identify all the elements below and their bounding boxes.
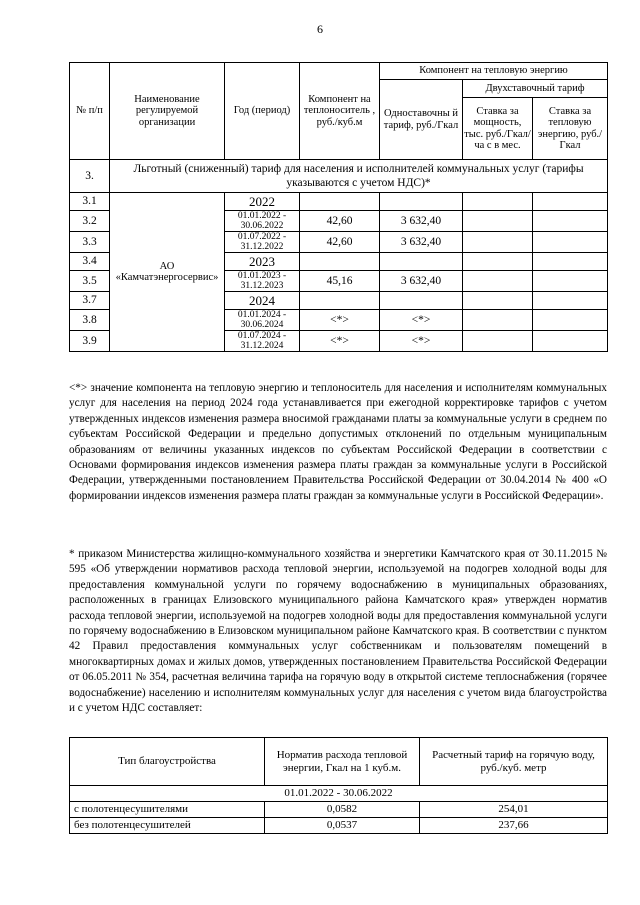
row-carrier: <*> <box>300 331 380 352</box>
header-one-rate: Одноставочны й тариф, руб./Гкал <box>380 80 463 160</box>
row-energy <box>533 211 608 232</box>
header-thermal-group: Компонент на тепловую энергию <box>380 63 608 80</box>
row-capacity <box>463 331 533 352</box>
row-period: 2023 <box>225 253 300 271</box>
header-two-rate-group: Двухставочный тариф <box>463 80 608 98</box>
row-capacity <box>463 193 533 211</box>
row-one-rate: <*> <box>380 331 463 352</box>
table-row <box>70 193 608 211</box>
note-star: <*> значение компонента на тепловую энергию и теплоноситель для населения и исполнителям коммунальных услуг для населения на период 2024 года устанавливается при ежегодной корректировке тарифов с учетом утвержденных индексов изменения размера вносимой гражданами платы за коммунальные услуги в среднем по субъектам Российской Федерации и предельно допустимых отклонений по отдельным муниципальным образованиям от величины указанных индексов по субъектам Российской Федерации в соответствии с Основами формирования индексов изменения размера платы граждан за коммунальные услуги в Российской Федерации, утвержденными постановлением Правительства Российской Федерации от 30.04.2014 № 400 «О формировании индексов изменения размера платы граждан за коммунальные услуги в Российской Федерации». <box>69 382 607 502</box>
row-num: 3.5 <box>70 271 110 292</box>
norm-table <box>69 737 608 834</box>
header-num: № п/п <box>70 63 110 160</box>
section-title: Льготный (сниженный) тариф для населения и исполнителей коммунальных услуг (тарифы указываются с учетом НДС)* <box>110 160 608 193</box>
row-period: 2022 <box>225 193 300 211</box>
section-num: 3. <box>70 160 110 193</box>
header-year: Год (период) <box>225 63 300 160</box>
row-carrier: 42,60 <box>300 232 380 253</box>
row-energy <box>533 271 608 292</box>
row-period: 01.01.2022 - 30.06.2022 <box>225 211 300 232</box>
row-capacity <box>463 310 533 331</box>
norm-row-tariff: 254,01 <box>420 802 608 818</box>
norm-row-type: без полотенцесушителей <box>70 818 265 834</box>
row-num: 3.8 <box>70 310 110 331</box>
row-carrier <box>300 292 380 310</box>
row-capacity <box>463 292 533 310</box>
header-energy-rate: Ставка за тепловую энергию, руб./Гкал <box>533 98 608 160</box>
row-num: 3.4 <box>70 253 110 271</box>
row-period: 01.07.2022 - 31.12.2022 <box>225 232 300 253</box>
row-one-rate <box>380 193 463 211</box>
row-period: 2024 <box>225 292 300 310</box>
row-one-rate: 3 632,40 <box>380 211 463 232</box>
row-one-rate: 3 632,40 <box>380 271 463 292</box>
norm-header-tariff: Расчетный тариф на горячую воду, руб./куб. метр <box>420 738 608 786</box>
header-org: Наименование регулируемой организации <box>110 63 225 160</box>
norm-row-tariff: 237,66 <box>420 818 608 834</box>
page-number: 6 <box>317 22 323 36</box>
row-num: 3.2 <box>70 211 110 232</box>
norm-header-norm: Норматив расхода тепловой энергии, Гкал на 1 куб.м. <box>265 738 420 786</box>
row-carrier: 42,60 <box>300 211 380 232</box>
row-capacity <box>463 211 533 232</box>
norm-row <box>70 802 608 818</box>
norm-row <box>70 818 608 834</box>
norm-row-type: с полотенцесушителями <box>70 802 265 818</box>
row-carrier <box>300 193 380 211</box>
row-period: 01.07.2024 - 31.12.2024 <box>225 331 300 352</box>
row-num: 3.3 <box>70 232 110 253</box>
row-capacity <box>463 271 533 292</box>
row-energy <box>533 253 608 271</box>
header-capacity-rate: Ставка за мощность, тыс. руб./Гкал/ча с в мес. <box>463 98 533 160</box>
row-energy <box>533 193 608 211</box>
norm-period: 01.01.2022 - 30.06.2022 <box>70 786 608 802</box>
row-energy <box>533 292 608 310</box>
row-num: 3.9 <box>70 331 110 352</box>
row-period: 01.01.2023 - 31.12.2023 <box>225 271 300 292</box>
row-num: 3.1 <box>70 193 110 211</box>
row-num: 3.7 <box>70 292 110 310</box>
row-one-rate <box>380 292 463 310</box>
norm-row-norm: 0,0582 <box>265 802 420 818</box>
row-capacity <box>463 232 533 253</box>
row-one-rate <box>380 253 463 271</box>
row-capacity <box>463 253 533 271</box>
row-one-rate: <*> <box>380 310 463 331</box>
organization-name: АО «Камчатэнергосервис» <box>110 193 225 352</box>
note-asterisk: * приказом Министерства жилищно-коммунального хозяйства и энергетики Камчатского края от 30.11.2015 № 595 «Об утверждении нормативов расхода тепловой энергии, используемой на подогрев холодной воды для предоставления коммунальной услуги по горячему водоснабжению в муниципальных образованиях, расположенных в границах Елизовского муниципального района Камчатского края» утвержден норматив расхода тепловой энергии, используемой на подогрев холодной воды для предоставления коммунальной услуги по горячему водоснабжению в Елизовском муниципальном районе Камчатского края. В соответствии с пунктом 42 Правил предоставления коммунальных услуг собственникам и пользователям помещений в многоквартирных домах и жилых домов, утвержденных постановлением Правительства Российской Федерации от 06.05.2011 № 354, расчетная величина тарифа на горячую воду в открытой системе теплоснабжения (горячее водоснабжение) населению и исполнителям коммунальных услуг для населения с учетом вида благоустройства и с учетом НДС составляет: <box>69 548 607 715</box>
row-carrier: 45,16 <box>300 271 380 292</box>
row-energy <box>533 310 608 331</box>
row-one-rate: 3 632,40 <box>380 232 463 253</box>
norm-header-type: Тип благоустройства <box>70 738 265 786</box>
row-carrier: <*> <box>300 310 380 331</box>
norm-row-norm: 0,0537 <box>265 818 420 834</box>
row-period: 01.01.2024 - 30.06.2024 <box>225 310 300 331</box>
header-carrier: Компонент на теплоноситель , руб./куб.м <box>300 63 380 160</box>
row-energy <box>533 232 608 253</box>
tariff-table <box>69 62 608 352</box>
row-carrier <box>300 253 380 271</box>
row-energy <box>533 331 608 352</box>
